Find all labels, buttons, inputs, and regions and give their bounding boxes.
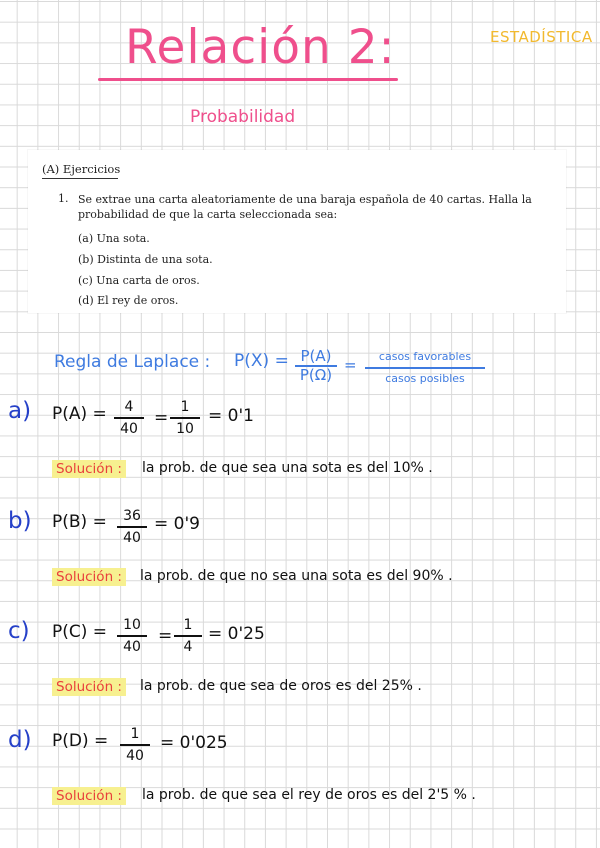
fraction-denominator: 40	[123, 529, 141, 546]
fraction-numerator: 10	[123, 617, 141, 633]
section-title: (A) Ejercicios	[42, 162, 121, 176]
answer-d-solution-text: la prob. de que sea el rey de oros es del 2'5 % .	[142, 787, 476, 803]
option-a	[78, 232, 150, 245]
option-label: (d)	[78, 294, 94, 307]
option-label: (b)	[78, 253, 94, 266]
answer-a-fraction-1	[114, 399, 144, 437]
option-c	[78, 274, 200, 287]
answer-d-fraction-1	[120, 726, 150, 764]
option-text: Una sota.	[96, 232, 150, 245]
page-title: Relación 2:	[125, 20, 396, 75]
answer-c-fraction-1	[117, 617, 147, 655]
laplace-rule-label: Regla de Laplace :	[54, 352, 211, 372]
option-b	[78, 253, 213, 266]
answer-b-label: b)	[8, 508, 32, 534]
question-number: 1.	[58, 192, 69, 205]
page-subtitle: Probabilidad	[190, 107, 296, 127]
fraction-numerator: 1	[180, 399, 190, 415]
answer-c-solution-label: Solución :	[52, 678, 126, 696]
option-text: Distinta de una sota.	[97, 253, 213, 266]
fraction-bar	[365, 367, 485, 369]
answer-b-solution-label: Solución :	[52, 568, 126, 586]
fraction-numerator: casos favorables	[378, 350, 472, 363]
fraction-numerator: 1	[183, 617, 193, 633]
option-label: (a)	[78, 232, 94, 245]
fraction-denominator: 40	[123, 638, 141, 655]
answer-b-fraction-1	[117, 508, 147, 546]
answer-c-lhs: P(C) =	[52, 622, 108, 642]
fraction-bar	[114, 417, 144, 419]
fraction-numerator: 4	[124, 399, 134, 415]
fraction-denominator: 4	[183, 638, 193, 655]
answer-d-label: d)	[8, 727, 32, 753]
option-label: (c)	[78, 274, 93, 287]
answer-c-solution-text: la prob. de que sea de oros es del 25% .	[140, 678, 422, 694]
answer-c-equals: =	[158, 626, 173, 646]
laplace-equals: =	[344, 356, 357, 374]
answer-a-result: = 0'1	[208, 406, 254, 426]
answer-d-solution-label: Solución :	[52, 787, 126, 805]
answer-a-fraction-2	[170, 399, 200, 437]
answer-b-result: = 0'9	[154, 514, 200, 534]
fraction-numerator: P(A)	[300, 347, 332, 365]
fraction-numerator: 1	[130, 726, 140, 742]
answer-c-label: c)	[8, 618, 30, 644]
subject-label: ESTADÍSTICA	[490, 28, 593, 46]
option-text: El rey de oros.	[97, 294, 179, 307]
question-text: Se extrae una carta aleatoriamente de una baraja española de 40 cartas. Halla la probabilidad de que la carta seleccionada sea:	[78, 193, 532, 221]
answer-a-solution-label: Solución :	[52, 460, 126, 478]
answer-a-label: a)	[8, 398, 32, 424]
answer-c-fraction-2	[174, 617, 202, 655]
title-underline	[98, 78, 398, 81]
answer-a-solution-text: la prob. de que sea una sota es del 10% .	[142, 460, 433, 476]
fraction-denominator: 40	[126, 747, 144, 764]
fraction-bar	[174, 635, 202, 637]
fraction-denominator: P(Ω)	[299, 365, 333, 384]
fraction-numerator: 36	[123, 508, 141, 524]
answer-d-result: = 0'025	[160, 733, 228, 753]
answer-d-lhs: P(D) =	[52, 731, 109, 751]
answer-a-equals: =	[154, 408, 169, 428]
answer-c-result: = 0'25	[208, 624, 265, 644]
answer-a-lhs: P(A) =	[52, 404, 107, 424]
answer-b-lhs: P(B) =	[52, 512, 107, 532]
laplace-lhs: P(X) =	[234, 351, 289, 371]
laplace-fraction-cases	[365, 350, 485, 386]
fraction-bar	[170, 417, 200, 419]
fraction-bar	[117, 526, 147, 528]
fraction-bar	[120, 744, 150, 746]
option-text: Una carta de oros.	[96, 274, 200, 287]
option-d	[78, 294, 178, 307]
fraction-denominator: 40	[120, 420, 138, 437]
fraction-denominator: casos posibles	[385, 371, 465, 385]
answer-b-solution-text: la prob. de que no sea una sota es del 90% .	[140, 568, 453, 584]
section-title-underline	[42, 178, 118, 179]
laplace-fraction-events	[295, 348, 337, 384]
fraction-denominator: 10	[176, 420, 194, 437]
fraction-bar	[117, 635, 147, 637]
